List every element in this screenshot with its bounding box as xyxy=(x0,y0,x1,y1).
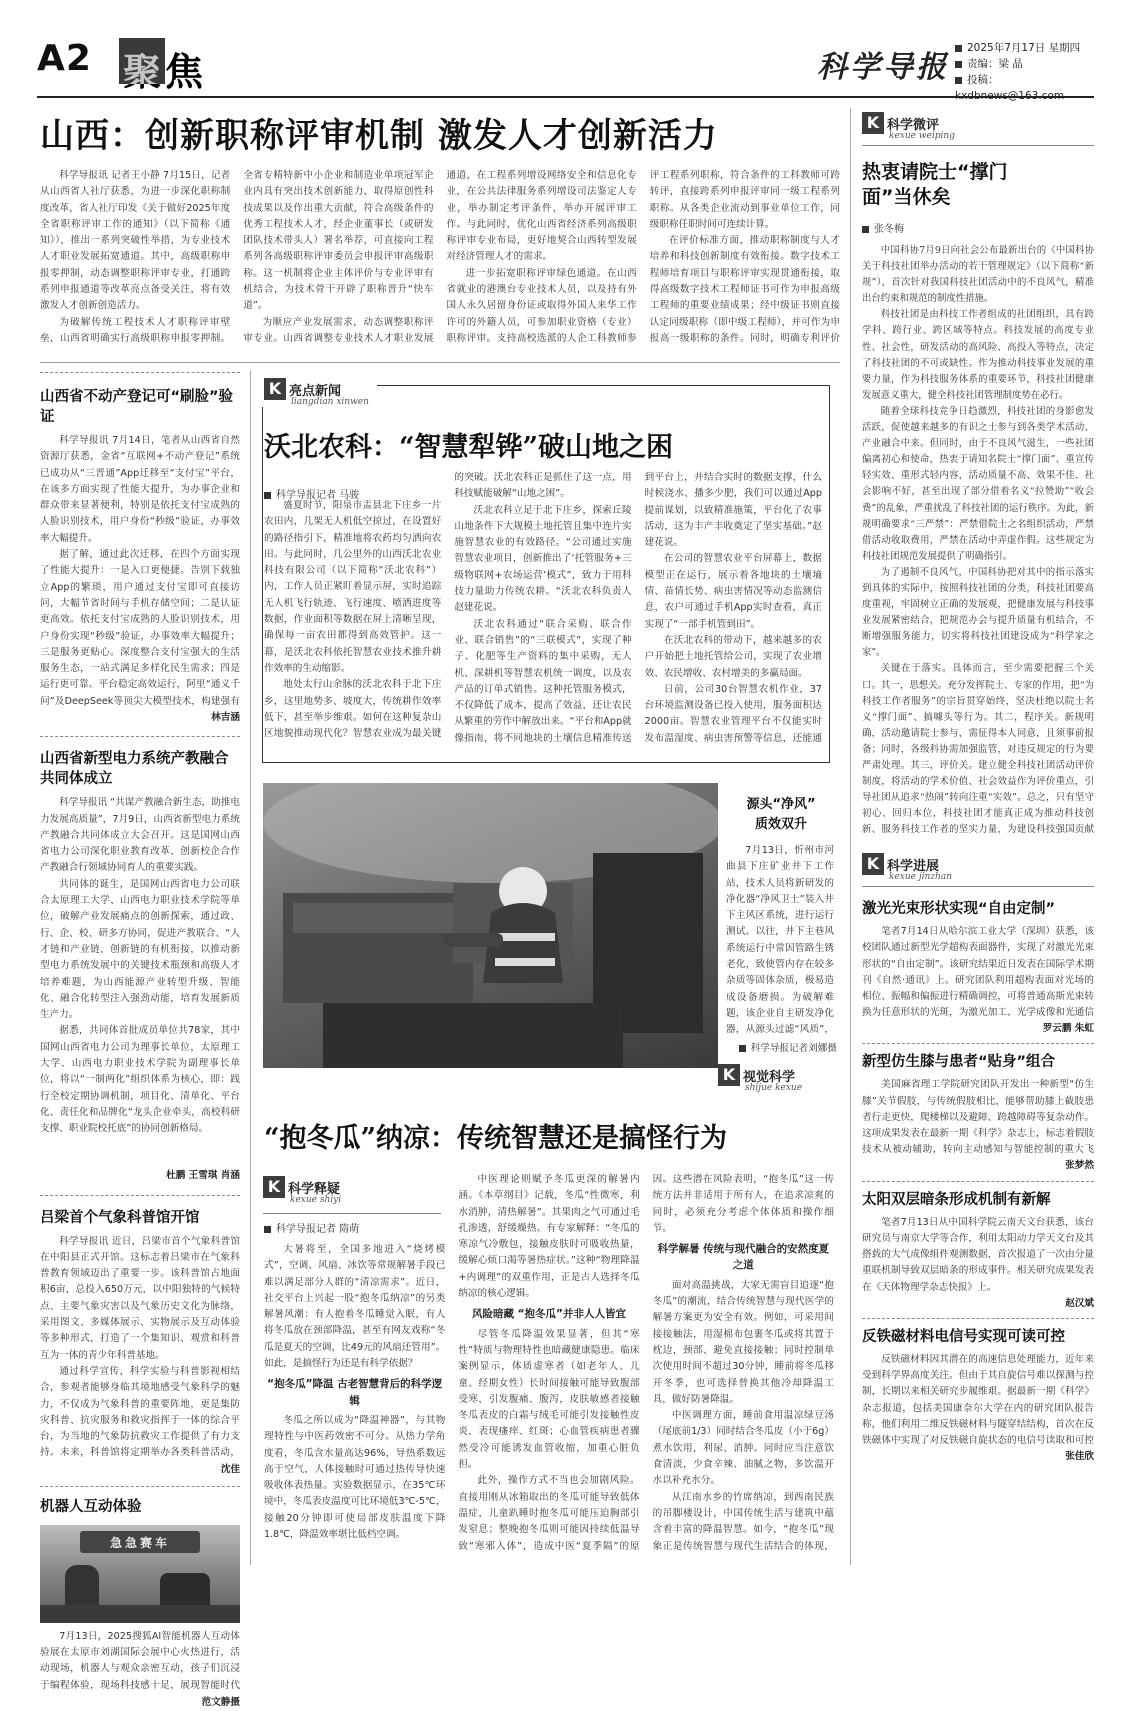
bottom-paragraph: 冬瓜之所以成为“降温神器”，与其物理特性与中医药效密不可分。从热力学角度看，冬瓜含水量高达96%，导热系数远高于空气，人体接触时可通过热传导快速吸收体表热量。实验数据显示，在35℃环境中，冬瓜表皮温度可比环境低3℃-5℃，接触20分钟即可使局部皮肤温度下降1.8℃，降温效率堪比低档空调。 xyxy=(264,1414,446,1541)
section-logo xyxy=(119,38,229,94)
featured-paragraph: 沃北农科通过“联合采购、联合作业、联合销售”的“三联模式”，实现了种子、化肥等生产资料的集中采购，无人机、深耕机等智慧农机统一调度，以及农产品的订单式销售。这种托管服务模式，不仅降低了成本，提高了效益，还让农民从繁重的劳作中解放出来。“平台和App就像指南，将不同地块的土壤信息精准传送到平台上，并结合实时的数据支撑，什么时候浇水、播多少肥，我们可以通过App提前谋划，以致精准施策，平台化了农事活动，这为丰产丰收奠定了坚实基础。”赵建花说。 xyxy=(454,472,822,744)
lead-body xyxy=(40,168,840,355)
story-divider xyxy=(40,736,240,737)
bottom-subhead: “抱冬瓜”降温 古老智慧背后的科学逻辑 xyxy=(267,1378,443,1407)
photo-signature: 范文静摄 xyxy=(201,1696,240,1708)
progress-signature: 张梦然 xyxy=(1065,1160,1094,1172)
masthead-rule xyxy=(37,96,1094,98)
column-title: 视觉科学 xyxy=(743,1069,796,1085)
date-info xyxy=(955,40,1094,104)
commentary-author: 张冬梅 xyxy=(862,220,1094,235)
story-divider xyxy=(40,1486,240,1487)
commentary-paragraph: 为了遏制不良风气，中国科协把对其中的指示落实到具体的实际中，按照科技社团的分类，科技社团要高度重视，牢固树立正确的发展观，把健康发展与科技事业发展紧密结合，把规范办会与提升质量有机结合，不断增强服务能力，切实将科技社团建设成为“科学家之家”。 xyxy=(862,566,1094,659)
featured-paragraph: 在公司的智慧农业平台屏幕上，数据模型正在运行，展示着各地块的土壤墒情、苗情长势、病虫害情况等动态监测信息，农户可通过手机App实时查看，真正实现了“一部手机管到田”。 xyxy=(644,553,822,630)
k-column-icon: K xyxy=(264,378,286,400)
featured-headline: 沃北农科：“智慧犁铧”破山地之困 xyxy=(264,432,674,463)
story-paragraph: 通过科学宣传，科学实验与科普影视相结合，参观者能够身临其境地感受气象科学的魅力，不仅成为气象科普的重要阵地，更是集防灾科普、抗灾服务和救灾指挥于一体的综合平台，为当地的气象防抗救灾工作提供了有力支持。未来，科普馆将定期举办各类科普活动， xyxy=(40,1365,240,1459)
commentary-paragraph: 科技社团是由科技工作者组成的社团组织，具有跨学科、跨行业、跨区域等特点。科技发展的高度专业性、社会性，研发活动的高风险、高投入等特点，决定了科技社团的不可或缺性。作为推动科技事业发展的重要力量，作为科技服务体系的重要环节，科技社团健康发展意义重大，健全科技社团管理制度势在必行。 xyxy=(862,309,1094,401)
caption-text: 7月13日，2025搜狐AI智能机器人互动体验展在太原市刘湖国际会展中心火热进行，活动现场，机器人与观众亲密互动，孩子们沉浸于编程体验，现场科技感十足，展现智能时代 xyxy=(40,1630,240,1691)
lead-headline: 山西：创新职称评审机制 激发人才创新活力 xyxy=(40,116,718,156)
story-divider xyxy=(862,1318,1094,1319)
bottom-paragraph: 中医调理方面，睡前食用温凉绿豆汤（尾底前1/3）同时结合冬瓜皮（小于6g）煮水饮用，利尿、消肿。同时应当注意饮食清淡，少食辛辣、油腻之物，多饮温开水以补充水分。 xyxy=(652,1410,834,1487)
story-signature: 沈佳 xyxy=(220,1463,240,1475)
bottom-paragraph: 面对高温挑战，大家无需盲目追逐“抱冬瓜”的潮流，结合传统智慧与现代医学的解暑方案更为安全有效。例如，可采用间接接触法，用湿棉布包裹冬瓜或将其置于枕边，颈部、避免直接接触；同时控制单次使用时间不超过30分钟，睡前将冬瓜移开冬季，也可选择替换其他冷却降温工具，做好防暑降温。 xyxy=(652,1279,834,1405)
bottom-subhead: 风险暗藏 “抱冬瓜”并非人人皆宜 xyxy=(472,1308,626,1321)
left-column xyxy=(40,372,240,1708)
k-column-icon: K xyxy=(718,1064,740,1086)
progress-body xyxy=(862,1352,1094,1449)
k-column-icon: K xyxy=(862,112,884,134)
column-pinyin: kexue weiping xyxy=(889,131,955,141)
email-line: 投稿： xyxy=(955,72,1094,104)
column-pinyin: liangdian xinwen xyxy=(291,397,369,407)
story-paragraph: 科学导报讯 “共谋产教融合新生态，助推电力发展高质量”，7月9日，山西省新型电力系统产教融合共同体成立大会召开。这是国网山西省电力公司深化职业教育改革、创新校企合作产教融合行领域协同育人的重要实践。 xyxy=(40,797,240,874)
featured-paragraph: 在沃北农科的带动下，越来越多的农户开始把土地托管给公司，实现了农业增效、农民增收、农村增美的多赢局面。 xyxy=(644,634,822,679)
photo-story-text: 7月13日，忻州市河曲县下庄矿业井下工作站，技术人员将新研发的净化器“净风卫士”装入井下主风区系统，进行运行测试。以往，井下主巷风系统运行中常因管路生锈老化，致使管内存在较多杂质等固体杂质，极易造成设备磨损。为破解难题，该企业自主研发净化器，从源头过滤“风质”， xyxy=(726,845,834,1036)
progress-signature: 罗云鹏 朱虹 xyxy=(1042,1023,1094,1034)
column-title: 科学微评 xyxy=(887,117,940,133)
story-title: 吕梁首个气象科普馆开馆 xyxy=(40,1209,200,1226)
lead-paragraph: 为顺应产业发展需求，动态调整职称评审专业。山西省调整专业技术人才职业发展通道，在工程系列增设网络安全和信息化专业，在公共法律服务系列增设司法鉴定人专业，举办制定考评条件，举办开展评审工作。与此同时，优化山西省经济系列高级职称评审专业布局，更好地契合山西转型发展对经济管理人才的需求。 xyxy=(243,170,637,344)
column-pinyin: kexue jinzhan xyxy=(889,872,953,882)
featured-paragraph: 地处太行山余脉的沃北农科于北下庄乡，这里地势多、坡度大，传统耕作效率低下，甚至举步维艰。如何在这种复杂山区地貌推动现代化？智慧农业成为最关键的突破。沃北农科正是抓住了这一点，用科技赋能破解“山地之困”。 xyxy=(264,472,632,740)
story-paragraph: 据了解，通过此次迁移，在四个方面实现了性能大提升：一是入口更便捷。告别下载独立App的繁琐，用户通过支付宝即可直接访问，大幅节省时间与手机存储空间；二是认证更高效。依托支付宝成熟的人脸识别技术，用户身份实现“秒级”验证，办事效率大幅提升；三是服务更贴心。深度整合支付宝强大的生活服务生态，一站式满足多样化民生需求；四是运行更可靠。平台稳定高效运行，阿里“通义千问”及DeepSeek等顶尖大模型技术，构建强有 xyxy=(40,549,240,707)
commentary-column-head xyxy=(862,112,1094,141)
column-title: 科学释疑 xyxy=(288,1181,341,1197)
photo-title-line: 源头“净风” xyxy=(746,797,816,812)
k-column-icon: K xyxy=(862,853,884,875)
progress-title: 激光光束形状实现“自由定制” xyxy=(862,901,1056,917)
bullet-icon xyxy=(862,226,869,233)
mine-photo-illustration xyxy=(263,783,718,1068)
bottom-body xyxy=(264,1172,834,1567)
progress-paragraph: 笔者7月13日从中国科学院云南天文台获悉，该台研究员与南京大学等合作，利用太阳动力学天文台及其搭载的大气成像组件观测数据，首次报道了一次由分量重联机制导致双层暗条的形成事件。相关研究成果发表在《天体物理学杂志快报》上。 xyxy=(862,1216,1094,1293)
mine-photo xyxy=(263,783,718,1068)
featured-byline: 科学导报记者 马骏 xyxy=(264,486,359,501)
bullet-icon xyxy=(955,77,962,84)
story-body xyxy=(40,795,240,1168)
featured-column-head xyxy=(262,378,377,407)
bottom-paragraph: 中医理论则赋予冬瓜更深的解暑内涵。《本草纲目》记载，冬瓜“性微寒，利水消肿，清热解暑”。其果肉之气可通过毛孔渗透，舒缓燥热。有专家解释：“冬瓜的寒凉气冷敷包，接触皮肤时可吸收热量，缓解心烦口渴等暑热症状。”这种“物理降温+内调理”的双重作用，正是古人选择冬瓜纳凉的核心逻辑。 xyxy=(458,1174,640,1300)
story-divider xyxy=(862,1043,1094,1044)
lead-paragraph: 为破解传统工程技术人才职称评审壁垒，山西省明确实行高级职称申报零押制。全省专精特新中小企业和制造业单项冠军企业内具有突出技术创新能力、取得原创性科技成果以及作出重大贡献，符合高级条件的优秀工程技术人才，经企业董事长（或研发团队技术带头人）署名举荐，可直接向工程系列各高级职称评审委员会申报评审高级职称。这一机制将企业主体评价与专业评审有机结合，为技术骨干开辟了职称晋升“快车道”。 xyxy=(40,170,434,344)
photo-story-title xyxy=(726,795,836,835)
story-divider xyxy=(862,1181,1094,1182)
photo-title-line: 质效双升 xyxy=(754,817,807,832)
story-paragraph: 科学导报讯 近日，吕梁市首个气象科普馆在中阳县正式开馆。这标志着吕梁市在气象科普教育领域迈出了重要一步。该科普馆占地面积6亩，总投入650万元，以中阳独特的气候特点、主要气象灾害以及气象历史文化为脉络，采用图文、多媒体展示、实物展示及互动体验等多种形式，打造了一个集知识、观赏和科普互为一体的青少年科普基地。 xyxy=(40,1235,240,1361)
story-paragraph: 科学导报讯 7月14日，笔者从山西省自然资源厅获悉，金省“互联网+不动产登记”系统已成功从“三晋通”App迁移至“支付宝”平台，在该多方面实现了性能大提升，为办事企业和群众带来显著便利，特别是依托支付宝成熟的人脸识别技术，用户身份“秒级”验证，办事效率大幅提升。 xyxy=(40,435,240,544)
photo-story-body xyxy=(726,843,834,1039)
featured-body xyxy=(264,470,822,760)
crowd-shape xyxy=(40,1605,240,1623)
lead-paragraph: 进一步拓宽职称评审绿色通道。在山西省就业的港澳台专业技术人员，以及持有外国人永久居留身份证或取得外国人来华工作许可的外籍人员，可参加职业资格（专业）职称评审。支持高校选派的人企工科教师参评工程系列职称，符合条件的工科教师可跨转评，直接跨系列申报评审同一级工程系列职称。从各类企业流动到事业单位工作，同级职称任职时间可连续计算。 xyxy=(446,170,840,344)
photo-banner-text: 急急赛车 xyxy=(109,1535,170,1550)
story-signature: 林吉涵 xyxy=(211,712,240,723)
section-logo-text: 聚焦 xyxy=(123,50,208,94)
featured-paragraph: 沃北农科立足于北下庄乡，探索丘陵山地条件下大规模土地托管且集中连片实施智慧农业的有效路径。“公司通过实施智慧农业项目，创新推出了‘托管服务+三级物联网+农场运营’模式”，致力于用科技力量助力传统农耕。“沃北农科负责人赵建花说。 xyxy=(454,504,632,614)
story-body xyxy=(40,433,240,710)
column-pinyin: shijue kexue xyxy=(745,1083,803,1093)
story-paragraph: 共同体的诞生，是国网山西省电力公司联合太原理工大学、山西电力职业技术学院等单位，破解产业发展痛点的创新探索，通过政、行、企、校、研多方协同，促进产教联合、“人才链和产业链、创新链的有机衔接，以推动新型电力系统发展中的关键技术瓶颈和高级人才培养难题，为山西能源产业转型升级、智能化、融合化转型注入强劲动能，培育发展新质生产力。 xyxy=(40,878,240,1021)
byline-spacer xyxy=(264,470,441,498)
progress-title: 反铁磁材料电信号实现可读可控 xyxy=(862,1328,1065,1345)
bullet-icon xyxy=(955,45,962,52)
commentary-paragraph: 关键在于落实。具体而言，至少需要把握三个关口。其一，思想关。充分发挥院士、专家的作用，把“为科技工作者服务”的宗旨贯穿始终，坚决杜绝以院士名义“撑门面”、搞噱头等行为。其二，程序关。新规明确，活动邀请院士参与，需征得本人同意，且须事前报备；同时，各级科协需加强监管，对违反规定的行为要严肃处理。其三，评价关。建立健全科技社团活动评价制度，将活动的学术价值、社会效益作为评价重点，引导社团从追求“热闹”转向注重“实效”。总之，只有坚守初心、回归本位，科技社团才能真正成为推动科技创新、服务科技工作者的坚实力量，为建设科技强国贡献 xyxy=(862,663,1094,836)
editor-line: 责编：梁 晶 xyxy=(955,56,1094,72)
story-divider xyxy=(40,372,240,373)
featured-paragraph: 日前，公司30台智慧农机作业，37台环境监测设备已投入使用，服务面积达2000亩。智慧农业管理平台不仅能实时发布温湿度、病虫害预警等信息，还能通 xyxy=(644,683,822,744)
column-head-spacer xyxy=(264,1172,445,1242)
column-rule-right xyxy=(850,108,851,1565)
progress-signature: 张佳欣 xyxy=(1065,1450,1094,1462)
commentary-headline: 热衷请院士“撑门面”当休矣 xyxy=(862,161,1008,208)
story-divider xyxy=(40,1195,240,1196)
column-title: 亮点新闻 xyxy=(289,383,342,399)
progress-paragraph: 反铁磁材料因其潜在的高速信息处理能力，近年来受到科学界高度关注。但由于其自旋信号难以探测与控制，长期以来相关研究步履维艰。据最新一期《科学》杂志报道，包括美国康奈尔大学在内的研究团队报告称，他们利用二维反铁磁材料与隧穿结结构，首次在反铁磁体中实现了对反铁磁自旋状态的电信号读取和可控 xyxy=(862,1353,1094,1447)
progress-body xyxy=(862,1077,1094,1158)
page-number: A2 xyxy=(37,38,92,79)
visual-column-head xyxy=(718,1064,802,1093)
progress-column-rule xyxy=(862,886,1094,887)
right-column xyxy=(862,112,1094,1567)
bottom-paragraph: 尽管冬瓜降温效果显著，但其“寒性”特质与物理特性也暗藏健康隐患。临床案例显示，体质虚寒者（如老年人、儿童、经期女性）长时间接触可能导致腹部受寒，引发腹痛、腹泻，皮肤敏感者接触冬瓜表皮的白霜与绒毛可能引发接触性皮炎，表现瘙痒、红斑；心血管疾病患者骤然受冷可能诱发血管收缩，加重心脏负担。 xyxy=(458,1328,640,1471)
photo-caption xyxy=(40,1629,240,1695)
bullet-icon xyxy=(955,61,962,68)
progress-title: 新型仿生膝与患者“贴身”组合 xyxy=(862,1054,1056,1071)
story-title: 山西省不动产登记可“刷脸”验证 xyxy=(40,389,234,425)
commentary-column-rule xyxy=(862,145,1094,146)
column-title: 科学进展 xyxy=(887,858,940,874)
bottom-paragraph: 从江南水乡的竹席纳凉，到西南民族的吊脚楼设计，中国传统生活与建筑中蕴含着丰富的降温智慧。如今，“抱冬瓜”现象正是传统智慧与现代生活结合的体现， xyxy=(652,1491,834,1552)
bottom-subhead: 科学解暑 传统与现代融合的安然度夏之道 xyxy=(657,1243,830,1272)
bottom-byline: 科学导报记者 隋萌 xyxy=(264,1220,359,1235)
paper-name: 科学导报 xyxy=(817,50,949,85)
lead-paragraph: 科学导报讯 记者王小静 7月15日，记者从山西省人社厅获悉，为进一步深化职称制度改革，省人社厅印发《关于做好2025年度全省职称评审工作的通知》（以下简称《通知》），推出一系列突破性举措，为专业技术人才职业发展拓宽通道。其中，高级职称申报零押制，动态调整职称评审专业，打通跨系列申报通道等改革亮点备受关注，将有效激发人才创新创造活力。 xyxy=(40,170,231,312)
commentary-body xyxy=(862,243,1094,839)
bottom-headline: “抱冬瓜”纳凉：传统智慧还是搞怪行为 xyxy=(264,1123,728,1154)
progress-paragraph: 笔者7月14日从哈尔滨工业大学（深圳）获悉，该校团队通过新型光学超构表面器件，实现了对激光光束形状的“自由定制”。该研究结果近日发表在国际学术期刊《自然·通讯》上。研究团队利用超构表面对光场的相位、振幅和偏振进行精确调控，可将普通高斯光束转换为任意形状的光斑，为激光加工、光学成像和光通信 xyxy=(862,926,1094,1019)
story-title: 山西省新型电力系统产教融合共同体成立 xyxy=(40,751,229,788)
progress-signature: 赵汉斌 xyxy=(1065,1297,1094,1309)
photo-credit: 科学导报记者刘娜摄 xyxy=(712,1041,837,1057)
robot-photo xyxy=(40,1525,240,1623)
progress-title: 太阳双层暗条形成机制有新解 xyxy=(862,1191,1051,1208)
date-line: 2025年7月17日 星期四 xyxy=(955,40,1094,56)
bottom-paragraph: 大暑将至，全国多地进入“烧烤模式”，空调、风扇、冰饮等常规解暑手段已难以满足部分人群的“清凉需求”。近日，社交平台上兴起一股“抱冬瓜纳凉”的另类解暑风潮：有人抱着冬瓜睡觉入眠，有人将冬瓜放在颈部降温，甚至有网友戏称“冬瓜是夏天的空调，比49元的风扇还管用”。如此，是搞怪行为还是有科学依据？ xyxy=(264,1244,446,1370)
k-column-icon: K xyxy=(263,1176,285,1198)
progress-body xyxy=(862,1215,1094,1296)
bottom-paragraph: 此外，操作方式不当也会加剧风险。直接用刚从冰箱取出的冬瓜可能导致低体温症，儿童趴睡时抱冬瓜可能压迫胸部引发窒息；整晚抱冬瓜则可能因持续低温导致“寒邪入体”，造成中医“夏季隔”的原因。这些潜在风险表明，“抱冬瓜”这一传统方法并非适用于所有人，在追求凉爽的同时，必须充分考虑个体体质和操作细节。 xyxy=(458,1174,834,1552)
featured-paragraph: 盛夏时节，阳泉市盂县北下庄乡一片农田内，几架无人机低空掠过，在设置好的路径指引下，精准地将农药均匀洒向农田。与此同时，几公里外的山西沃北农业科技有限公司（以下简称“沃北农科”）内，工作人员正紧盯着显示屏，实时追踪无人机飞行轨迹、飞行速度、喷洒进度等数据，作业面积等数据在屏上清晰呈现，确保每一亩农田都得到高效管护。这一幕，是沃北农科依托智慧农业技术推升耕作效率的生动缩影。 xyxy=(264,500,442,674)
column-rule-left xyxy=(250,370,251,1565)
progress-body xyxy=(862,924,1094,1021)
progress-column-head xyxy=(862,853,1094,882)
bullet-icon xyxy=(739,1045,746,1052)
masthead xyxy=(37,34,1094,94)
lead-paragraph: 在评价标准方面，推动职称制度与人才培养和科技创新制度有效衔接。数字技术工程师培育项目与职称评审实现贯通衔接，取得高级数字技术工程师证书可作为申报高级工程师的重要业绩成果；经中级证书则直接认定同级职称（即中级工程师），并可作为申报高一级职称的条件。同时，明确专利评价 xyxy=(649,235,840,344)
story-title: 机器人互动体验 xyxy=(40,1498,142,1515)
lead-divider xyxy=(40,362,840,363)
commentary-paragraph: 中国科协7月9日向社会公布最新出台的《中国科协关于科技社团举办活动的若干管理规定》（以下简称“新规”），首次针对我国科技社团活动中的不良风气，精准出台约束和规范的制度性措施。 xyxy=(862,245,1094,305)
story-paragraph: 据悉，共同体首批成员单位共78家，其中国网山西省电力公司为理事长单位，太原理工大学、山西电力职业技术学院为副理事长单位，将以“一制两化”组织体系为核心，即：践行全校定期协调机制，项目化、清单化、平台化、责任化和品牌化“龙头企业牵头，高校科研支撑、职业院校托底”的协同创新格局。 xyxy=(40,1025,240,1135)
column-pinyin: kexue shiyi xyxy=(290,1195,342,1205)
story-signature: 杜鹏 王雪琪 肖涵 xyxy=(166,1170,240,1182)
story-body xyxy=(40,1234,240,1462)
commentary-paragraph: 随着全球科技竞争日趋激烈，科技社团的身影愈发活跃，促使越来越多的有识之士参与到各类学术活动、产业融合中来。但同时，由于不良风气滋生，一些社团偏离初心和使命，热衷于请知名院士“撑门面”、重宣传轻实效、重形式轻内容，活动质量不高、效果不佳、社会影响不好，甚至出现了部分借着名义“拉赞助”“收会费”的乱象，严重扰乱了科技社团的运行秩序。为此，新规明确要求“三严禁”：严禁借院士之名组织活动，严禁借活动收取费用，严禁在活动中弄虚作假。这些规定为科技社团规范发展提供了明确指引。 xyxy=(862,405,1094,562)
progress-paragraph: 美国麻省理工学院研究团队开发出一种新型“仿生膝”关节假肢，与传统假肢相比，能够帮助膝上截肢患者行走更快，爬楼梯以及避障、跨越障碍等复杂动作。这项成果发表在最新一期《科学》杂志上，标志着假肢技术从被动辅助，转向主动感知与智能控制的重大飞 xyxy=(862,1079,1094,1156)
